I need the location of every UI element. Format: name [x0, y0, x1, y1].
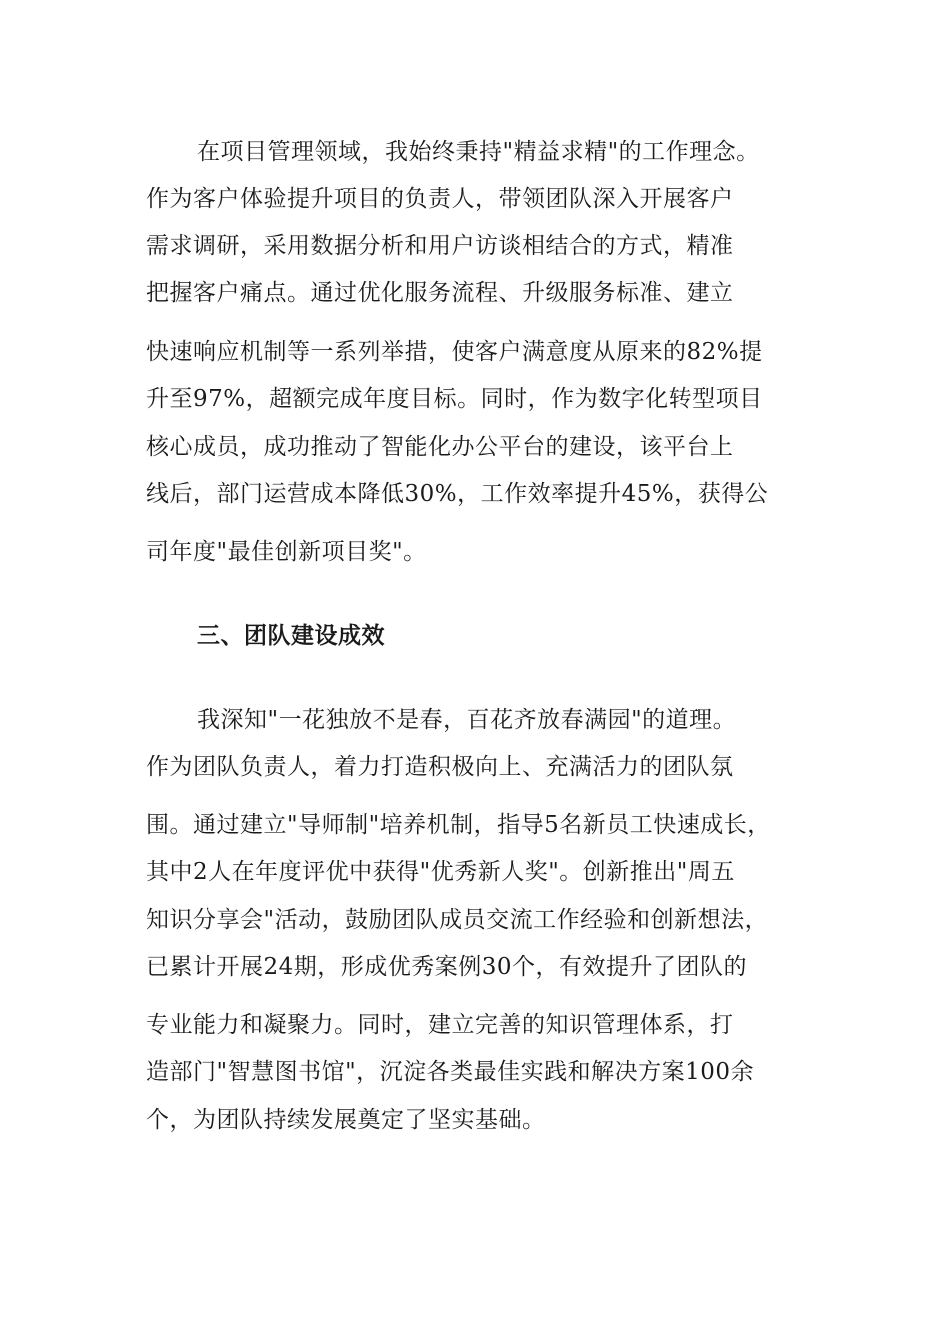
paragraph-line: 在项目管理领域，我始终秉持"精益求精"的工作理念。 — [197, 139, 760, 165]
paragraph-line: 围。通过建立"导师制"培养机制，指导5名新员工快速成长， — [146, 812, 771, 838]
paragraph-line: 核心成员，成功推动了智能化办公平台的建设，该平台上 — [146, 434, 734, 460]
section-heading: 三、团队建设成效 — [197, 623, 385, 649]
paragraph-line: 个，为团队持续发展奠定了坚实基础。 — [146, 1107, 546, 1133]
paragraph-line: 造部门"智慧图书馆"，沉淀各类最佳实践和解决方案100余 — [146, 1059, 755, 1085]
paragraph-line: 其中2人在年度评优中获得"优秀新人奖"。创新推出"周五 — [146, 859, 735, 885]
paragraph-line: 作为客户体验提升项目的负责人，带领团队深入开展客户 — [146, 186, 734, 212]
paragraph-line: 我深知"一花独放不是春，百花齐放春满园"的道理。 — [197, 707, 737, 733]
paragraph-line: 把握客户痛点。通过优化服务流程、升级服务标准、建立 — [146, 280, 734, 306]
paragraph-line: 线后，部门运营成本降低30%，工作效率提升45%，获得公 — [146, 481, 769, 507]
paragraph-line: 升至97%，超额完成年度目标。同时，作为数字化转型项目 — [146, 386, 763, 412]
paragraph-line: 作为团队负责人，着力打造积极向上、充满活力的团队氛 — [146, 754, 734, 780]
paragraph-line: 已累计开展24期，形成优秀案例30个，有效提升了团队的 — [146, 954, 748, 980]
paragraph-line: 需求调研，采用数据分析和用户访谈相结合的方式，精准 — [146, 233, 734, 259]
paragraph-line: 司年度"最佳创新项目奖"。 — [146, 539, 427, 565]
paragraph-line: 知识分享会"活动，鼓励团队成员交流工作经验和创新想法， — [146, 907, 769, 933]
paragraph-line: 专业能力和凝聚力。同时，建立完善的知识管理体系，打 — [146, 1012, 734, 1038]
paragraph-line: 快速响应机制等一系列举措，使客户满意度从原来的82%提 — [146, 339, 763, 365]
